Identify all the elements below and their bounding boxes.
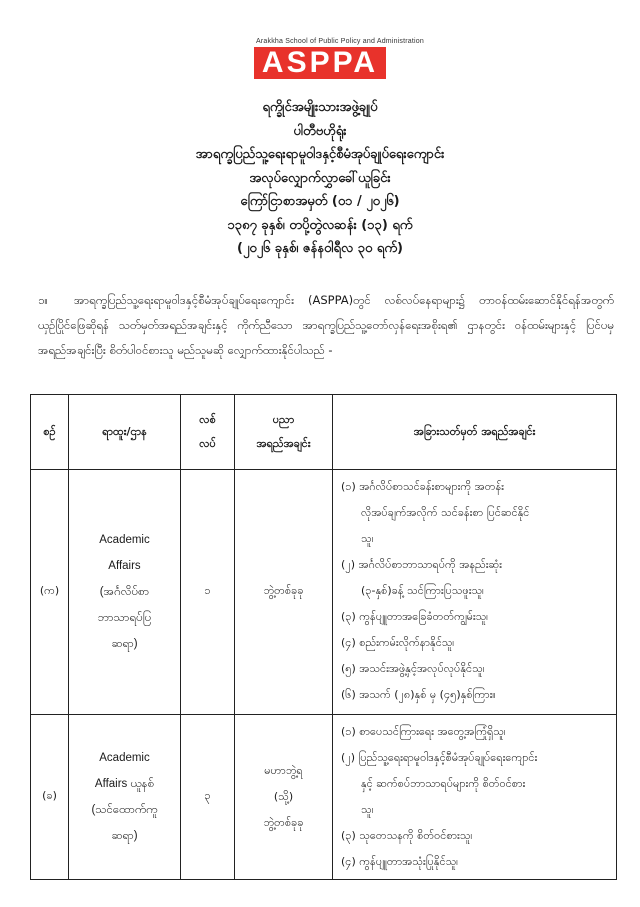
row-vacancy-count: ၁	[181, 470, 235, 715]
logo-tagline: Arakkha School of Public Policy and Administration	[256, 38, 424, 45]
row-position: Academic Affairs ယူနစ် (သင်ထောက်ကူ ဆရာ)	[69, 715, 181, 880]
table-header-row	[31, 395, 617, 470]
vacancy-table	[30, 394, 617, 880]
heading-date-gregorian: (၂၀၂၆ ခုနှစ်၊ ဇန်နဝါရီလ ၃၀ ရက်)	[237, 241, 403, 256]
heading-office: ပါတီဗဟိုရုံး	[293, 123, 347, 139]
header-other-requirements: အခြားသတ်မှတ် အရည်အချင်း	[333, 395, 617, 470]
logo-mark: ASPPA	[254, 47, 386, 79]
header-no: စဉ်	[31, 395, 69, 470]
heading-announcement-no: ကြော်ငြာစာအမှတ် (၀၁ / ၂၀၂၆)	[240, 194, 400, 209]
paragraph-number: ၁။	[38, 293, 48, 307]
row-position: Academic Affairs (အင်္ဂလိပ်စာ ဘာသာရပ်ပြ ဆရာ)	[69, 470, 181, 715]
row-vacancy-count: ၃	[181, 715, 235, 880]
row-education: ဘွဲ့တစ်ခုခု	[235, 470, 333, 715]
row-education: မဟာဘွဲ့ရ (သို့) ဘွဲ့တစ်ခုခု	[235, 715, 333, 880]
header-position: ရာထူး/ဌာန	[69, 395, 181, 470]
logo	[0, 38, 640, 79]
row-number: (ခ)	[31, 715, 69, 880]
header-education: ပညာ အရည်အချင်း	[235, 395, 333, 470]
header-vacancies: လစ် လပ်	[181, 395, 235, 470]
row-number: (က)	[31, 470, 69, 715]
table-row	[31, 470, 617, 715]
row-requirements: (၁) အင်္ဂလိပ်စာသင်ခန်းစာများကို အတန်း လိုအပ်ချက်အလိုက် သင်ခန်းစာ ပြင်ဆင်နိုင် သူ၊ (၂) အင်္ဂလိပ်စာဘာသာရပ်ကို အနည်းဆုံး (၃-နှစ်)ခန့် သင်ကြားပြသဖူးသူ၊ (၃) ကွန်ပျူတာအခြေခံတတ်ကျွမ်းသူ၊ (၄) စည်းကမ်းလိုက်နာနိုင်သူ၊ (၅) အသင်းအဖွဲ့နှင့်အလုပ်လုပ်နိုင်သူ၊ (၆) အသက် (၂၈)နှစ် မှ (၄၅)နှစ်ကြား။	[333, 470, 617, 715]
heading-date-myanmar: ၁၃၈၇ ခုနှစ်၊ တပို့တွဲလဆန်း (၁၃) ရက်	[227, 217, 413, 233]
document-headings	[0, 96, 640, 261]
row-requirements: (၁) စာပေသင်ကြားရေး အတွေ့အကြုံရှိသူ၊ (၂) ပြည်သူ့ရေးရာမူဝါဒနှင့်စီမံအုပ်ချုပ်ရေးကျောင်း နှင့် ဆက်စပ်ဘာသာရပ်များကို စိတ်ဝင်စား သူ၊ (၃) သုတေသနကို စိတ်ဝင်စားသူ၊ (၄) ကွန်ပျူတာအသုံးပြုနိုင်သူ၊	[333, 715, 617, 880]
heading-organization: ရက္ခိုင်အမျိုးသားအဖွဲ့ချုပ်	[262, 100, 378, 115]
intro-paragraph	[38, 288, 614, 363]
table-row	[31, 715, 617, 880]
heading-school: အာရက္ခပြည်သူ့ရေးရာမူဝါဒနှင့်စီမံအုပ်ချုပ်ရေးကျောင်း	[195, 147, 445, 162]
paragraph-text: အာရက္ခပြည်သူ့ရေးရာမူဝါဒနှင့်စီမံအုပ်ချုပ်ရေးကျောင်း (ASPPA)တွင် လစ်လပ်နေရာများ၌ တာဝန်ထမ်းဆောင်နိုင်ရန်အတွက် ယှဉ်ပြိုင်ဖြေဆိုရန် သတ်မှတ်အရည်အချင်းနှင့် ကိုက်ညီသော အာရက္ခပြည်သူ့တော်လှန်ရေးအစိုးရ၏ ဌာနတွင်း ဝန်ထမ်းများနှင့် ပြင်ပမှအရည်အချင်းပြီး စိတ်ပါဝင်စားသူ မည်သူမဆို လျှောက်ထားနိုင်ပါသည် -	[38, 293, 614, 357]
heading-title: အလုပ်လျှောက်လွှာခေါ်ယူခြင်း	[249, 170, 391, 186]
